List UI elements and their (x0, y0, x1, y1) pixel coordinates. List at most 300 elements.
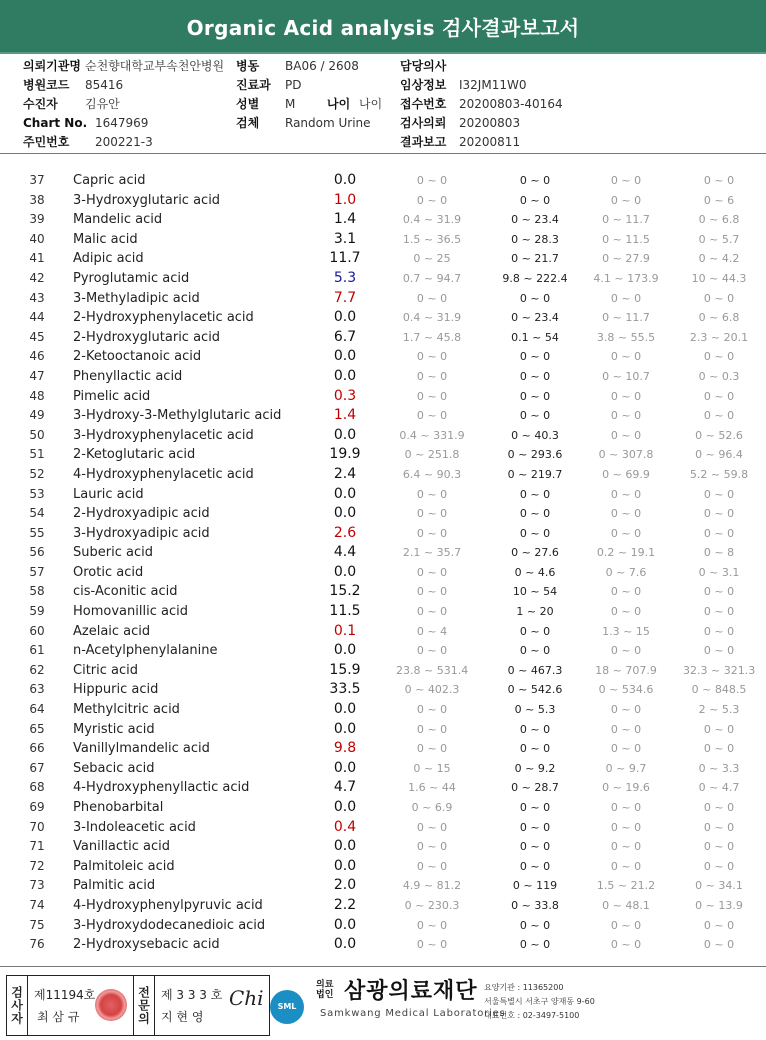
row-number: 68 (29, 780, 45, 795)
row-reference-range-4: 0 ~ 0 (703, 605, 735, 619)
row-reference-range-2: 0 ~ 0 (519, 174, 551, 187)
row-number: 51 (29, 447, 45, 462)
row-reference-range-3: 0 ~ 0 (610, 742, 642, 756)
row-reference-range-2: 0 ~ 467.3 (507, 663, 563, 677)
row-reference-range-3: 0 ~ 0 (610, 409, 642, 423)
row-reference-range-2: 0 ~ 28.7 (511, 781, 559, 795)
row-result: 0.0 (333, 720, 357, 737)
row-reference-range-4: 0 ~ 0 (703, 409, 735, 423)
row-reference-range-4: 0 ~ 0 (703, 350, 735, 364)
row-result: 0.0 (333, 172, 357, 188)
row-reference-range-1: 1.5 ~ 36.5 (402, 232, 462, 246)
row-analyte-name: 3-Hydroxyphenylacetic acid (73, 427, 254, 443)
row-reference-range-3: 0 ~ 0 (610, 840, 642, 854)
row-result: 0.0 (333, 563, 357, 580)
row-reference-range-4: 0 ~ 0 (703, 174, 735, 187)
info-divider (0, 153, 766, 154)
row-reference-range-1: 1.7 ~ 45.8 (402, 330, 462, 344)
table-row (0, 582, 766, 602)
row-analyte-name: cis-Aconitic acid (73, 584, 178, 600)
row-analyte-name: 3-Hydroxyadipic acid (73, 525, 210, 541)
row-reference-range-2: 0 ~ 0 (519, 938, 551, 952)
row-reference-range-2: 0 ~ 0 (519, 840, 551, 854)
row-reference-range-1: 0 ~ 0 (416, 565, 448, 579)
table-row (0, 308, 766, 328)
row-result: 0.0 (333, 759, 357, 776)
row-analyte-name: Pimelic acid (73, 388, 151, 404)
row-result: 0.0 (333, 857, 357, 874)
row-reference-range-1: 0 ~ 0 (416, 389, 448, 403)
contact-code: 요양기관 : 11365200 (484, 983, 564, 992)
request-value: 20200803 (459, 116, 521, 130)
contact-phone: 대표번호 : 02-3497-5100 (484, 1011, 580, 1020)
row-analyte-name: 3-Indoleacetic acid (73, 819, 196, 835)
sex-label: 성별 (236, 97, 260, 111)
row-reference-range-1: 23.8 ~ 531.4 (396, 663, 469, 677)
hospital-code-label: 병원코드 (23, 78, 70, 92)
row-analyte-name: 2-Hydroxysebacic acid (73, 937, 220, 953)
row-analyte-name: 2-Ketooctanoic acid (73, 349, 202, 365)
table-row (0, 387, 766, 407)
chart-label: Chart No. (23, 116, 88, 130)
row-result: 1.4 (333, 211, 357, 228)
table-row (0, 916, 766, 936)
row-reference-range-2: 0 ~ 5.3 (514, 703, 556, 717)
table-row (0, 289, 766, 309)
row-analyte-name: 4-Hydroxyphenylpyruvic acid (73, 897, 263, 913)
row-reference-range-2: 0 ~ 40.3 (511, 428, 559, 442)
dept-value: PD (285, 78, 302, 92)
row-reference-range-4: 2.3 ~ 20.1 (689, 330, 749, 344)
row-reference-range-2: 0 ~ 4.6 (514, 565, 556, 579)
info-row-1 (23, 57, 743, 76)
row-reference-range-1: 0 ~ 25 (413, 252, 451, 266)
row-reference-range-4: 0 ~ 0 (703, 291, 735, 305)
row-number: 50 (29, 427, 45, 442)
row-analyte-name: 3-Hydroxyglutaric acid (73, 192, 221, 208)
row-reference-range-3: 0 ~ 0 (610, 859, 642, 873)
row-number: 61 (29, 643, 45, 658)
table-row (0, 622, 766, 642)
row-result: 0.4 (333, 818, 357, 835)
row-result: 4.4 (333, 544, 357, 561)
row-result: 0.0 (333, 642, 357, 659)
row-reference-range-1: 2.1 ~ 35.7 (402, 546, 462, 560)
row-result: 15.9 (329, 661, 361, 678)
request-label: 검사의뢰 (400, 116, 447, 130)
row-reference-range-1: 0 ~ 251.8 (404, 448, 460, 462)
title-divider (0, 52, 766, 54)
info-row-2 (23, 76, 743, 95)
row-result: 0.0 (333, 367, 357, 384)
row-number: 59 (29, 604, 45, 619)
row-result: 0.0 (333, 485, 357, 502)
row-result: 5.3 (333, 269, 357, 286)
row-analyte-name: 2-Hydroxyglutaric acid (73, 329, 221, 345)
row-number: 39 (29, 212, 45, 227)
table-row (0, 328, 766, 348)
row-analyte-name: Palmitoleic acid (73, 858, 175, 874)
institution-value: 순천향대학교부속천안병원 (85, 59, 225, 73)
row-result: 11.5 (329, 603, 361, 620)
row-reference-range-1: 0.4 ~ 31.9 (402, 213, 462, 227)
report-title: Organic Acid analysis 검사결과보고서 (0, 0, 766, 52)
row-result: 19.9 (329, 446, 361, 463)
row-reference-range-3: 0 ~ 0 (610, 507, 642, 521)
row-reference-range-4: 0 ~ 3.1 (698, 565, 740, 579)
row-number: 38 (29, 192, 45, 207)
row-number: 70 (29, 819, 45, 834)
row-reference-range-4: 0 ~ 4.7 (698, 781, 740, 795)
row-reference-range-2: 0 ~ 293.6 (507, 448, 563, 462)
row-result: 3.1 (333, 230, 357, 247)
row-reference-range-4: 0 ~ 0 (703, 938, 735, 952)
row-reference-range-1: 0 ~ 0 (416, 487, 448, 501)
row-reference-range-3: 0 ~ 0 (610, 918, 642, 932)
row-reference-range-3: 3.8 ~ 55.5 (596, 330, 656, 344)
row-reference-range-2: 0 ~ 0 (519, 801, 551, 814)
row-analyte-name: Lauric acid (73, 486, 144, 502)
row-reference-range-4: 0 ~ 0 (703, 526, 735, 540)
row-number: 73 (29, 878, 45, 893)
row-reference-range-4: 0 ~ 0 (703, 742, 735, 756)
row-reference-range-4: 2 ~ 5.3 (698, 703, 740, 717)
report-date-value: 20200811 (459, 135, 521, 149)
row-number: 67 (29, 760, 45, 775)
row-reference-range-4: 0 ~ 96.4 (695, 448, 743, 462)
row-result: 0.0 (333, 426, 357, 443)
table-row (0, 778, 766, 798)
row-analyte-name: Sebacic acid (73, 760, 155, 776)
row-result: 0.3 (333, 387, 357, 404)
table-row (0, 602, 766, 622)
row-number: 56 (29, 545, 45, 560)
org-english-name: Samkwang Medical Laboratories (320, 1008, 506, 1019)
row-reference-range-3: 0 ~ 0 (610, 174, 642, 187)
table-row (0, 524, 766, 544)
row-reference-range-1: 0 ~ 0 (416, 703, 448, 717)
row-number: 52 (29, 466, 45, 481)
report-date-label: 결과보고 (400, 135, 447, 149)
row-reference-range-2: 0 ~ 0 (519, 369, 551, 383)
row-reference-range-3: 4.1 ~ 173.9 (593, 271, 659, 285)
row-reference-range-3: 0.2 ~ 19.1 (596, 546, 656, 560)
row-reference-range-3: 0 ~ 11.7 (602, 311, 650, 325)
row-result: 0.0 (333, 348, 357, 365)
row-reference-range-3: 0 ~ 48.1 (602, 898, 650, 912)
row-reference-range-3: 1.3 ~ 15 (602, 624, 650, 638)
row-reference-range-2: 0 ~ 0 (519, 859, 551, 873)
row-reference-range-4: 0 ~ 0 (703, 389, 735, 403)
row-reference-range-3: 0 ~ 307.8 (598, 448, 654, 462)
row-analyte-name: Palmitic acid (73, 878, 156, 894)
specimen-label: 검체 (236, 116, 260, 130)
clinical-value: I32JM11W0 (459, 78, 527, 92)
table-row (0, 935, 766, 955)
row-number: 57 (29, 564, 45, 579)
row-analyte-name: Hippuric acid (73, 682, 159, 698)
row-number: 66 (29, 741, 45, 756)
row-reference-range-3: 0 ~ 0 (610, 585, 642, 599)
row-reference-range-4: 0 ~ 0 (703, 585, 735, 599)
row-reference-range-3: 0 ~ 9.7 (605, 761, 647, 775)
table-row (0, 818, 766, 838)
row-reference-range-4: 0 ~ 0 (703, 624, 735, 638)
row-result: 0.0 (333, 936, 357, 953)
patient-info (23, 57, 743, 152)
row-reference-range-2: 0 ~ 219.7 (507, 467, 563, 481)
row-reference-range-4: 0 ~ 52.6 (695, 428, 743, 442)
row-analyte-name: Orotic acid (73, 564, 144, 580)
table-row (0, 720, 766, 740)
row-reference-range-1: 0 ~ 0 (416, 840, 448, 854)
row-reference-range-3: 0 ~ 534.6 (598, 683, 654, 697)
row-analyte-name: 2-Hydroxyphenylacetic acid (73, 310, 254, 326)
row-analyte-name: Adipic acid (73, 251, 144, 267)
row-reference-range-2: 0 ~ 21.7 (511, 252, 559, 266)
row-reference-range-2: 0 ~ 0 (519, 722, 551, 736)
row-number: 62 (29, 662, 45, 677)
ward-label: 병동 (236, 59, 260, 73)
row-reference-range-3: 0 ~ 0 (610, 820, 642, 834)
row-reference-range-3: 0 ~ 11.5 (602, 232, 650, 246)
row-reference-range-4: 0 ~ 0.3 (698, 369, 740, 383)
table-row (0, 465, 766, 485)
row-number: 47 (29, 368, 45, 383)
doctor-label: 담당의사 (400, 59, 447, 73)
row-analyte-name: Citric acid (73, 662, 138, 678)
row-reference-range-1: 0 ~ 0 (416, 859, 448, 873)
row-result: 0.0 (333, 309, 357, 326)
receipt-value: 20200803-40164 (459, 97, 563, 111)
row-reference-range-1: 0 ~ 230.3 (404, 898, 460, 912)
row-reference-range-1: 0.4 ~ 31.9 (402, 311, 462, 325)
row-analyte-name: Methylcitric acid (73, 702, 180, 718)
specialist-label: 전문의 (133, 976, 155, 1035)
specialist-license: 제 3 3 3 호 (161, 988, 223, 1002)
row-reference-range-2: 0 ~ 0 (519, 350, 551, 364)
row-analyte-name: Homovanillic acid (73, 604, 188, 620)
row-number: 46 (29, 349, 45, 364)
row-reference-range-2: 9.8 ~ 222.4 (502, 271, 568, 285)
row-reference-range-1: 0 ~ 0 (416, 644, 448, 658)
row-reference-range-3: 0 ~ 0 (610, 722, 642, 736)
age-label: 나이 (327, 97, 351, 111)
row-reference-range-4: 5.2 ~ 59.8 (689, 467, 749, 481)
row-reference-range-3: 0 ~ 11.7 (602, 213, 650, 227)
row-reference-range-3: 0 ~ 0 (610, 487, 642, 501)
row-result: 2.2 (333, 896, 357, 913)
row-number: 76 (29, 937, 45, 952)
table-row (0, 367, 766, 387)
row-reference-range-4: 0 ~ 34.1 (695, 879, 743, 893)
row-reference-range-4: 0 ~ 0 (703, 507, 735, 521)
row-number: 69 (29, 800, 45, 814)
sex-value: M (285, 97, 296, 111)
specimen-value: Random Urine (285, 116, 371, 130)
row-number: 74 (29, 897, 45, 912)
row-reference-range-2: 0 ~ 33.8 (511, 898, 559, 912)
row-reference-range-1: 0 ~ 0 (416, 409, 448, 423)
table-row (0, 857, 766, 877)
row-reference-range-4: 0 ~ 0 (703, 722, 735, 736)
row-number: 54 (29, 506, 45, 521)
row-analyte-name: Myristic acid (73, 721, 155, 737)
table-row (0, 798, 766, 818)
row-reference-range-2: 0 ~ 0 (519, 624, 551, 638)
table-row (0, 445, 766, 465)
row-reference-range-1: 0 ~ 0 (416, 369, 448, 383)
examiner-name: 최 삼 규 (37, 1010, 80, 1024)
row-number: 64 (29, 702, 45, 717)
sml-logo-icon: SML (270, 990, 304, 1024)
id-value: 200221-3 (95, 135, 153, 149)
row-reference-range-1: 1.6 ~ 44 (408, 781, 456, 795)
row-reference-range-3: 0 ~ 27.9 (602, 252, 650, 266)
row-number: 48 (29, 388, 45, 403)
collector-label: 수진자 (23, 97, 58, 111)
info-row-5 (23, 133, 743, 152)
row-reference-range-1: 0 ~ 0 (416, 585, 448, 599)
row-reference-range-4: 0 ~ 848.5 (691, 683, 747, 697)
row-reference-range-1: 0 ~ 6.9 (411, 801, 453, 814)
row-analyte-name: 4-Hydroxyphenylacetic acid (73, 466, 254, 482)
row-reference-range-4: 0 ~ 0 (703, 918, 735, 932)
row-number: 71 (29, 839, 45, 854)
row-analyte-name: 2-Ketoglutaric acid (73, 447, 196, 463)
row-reference-range-2: 0 ~ 0 (519, 193, 551, 207)
row-result: 0.0 (333, 838, 357, 855)
org-type: 의료법인 (316, 980, 334, 1000)
row-reference-range-1: 0 ~ 4 (416, 624, 448, 638)
row-result: 33.5 (329, 681, 361, 698)
row-analyte-name: Pyroglutamic acid (73, 270, 190, 286)
table-row (0, 249, 766, 269)
table-row (0, 759, 766, 779)
row-number: 41 (29, 251, 45, 266)
row-analyte-name: Vanillylmandelic acid (73, 741, 210, 757)
chart-value: 1647969 (95, 116, 149, 130)
row-reference-range-4: 0 ~ 6 (703, 193, 735, 207)
row-reference-range-3: 0 ~ 19.6 (602, 781, 650, 795)
table-row (0, 876, 766, 896)
age-value: 나이 (359, 97, 383, 111)
row-number: 44 (29, 310, 45, 325)
table-row (0, 896, 766, 916)
row-analyte-name: Vanillactic acid (73, 839, 171, 855)
collector-value: 김유안 (85, 97, 120, 111)
row-reference-range-2: 1 ~ 20 (516, 605, 554, 619)
row-analyte-name: 2-Hydroxyadipic acid (73, 506, 210, 522)
table-row (0, 739, 766, 759)
row-reference-range-3: 18 ~ 707.9 (595, 663, 657, 677)
row-reference-range-4: 32.3 ~ 321.3 (683, 663, 756, 677)
table-row (0, 210, 766, 230)
row-reference-range-1: 0 ~ 0 (416, 350, 448, 364)
signature-mark: Chi (229, 986, 264, 1010)
row-reference-range-3: 1.5 ~ 21.2 (596, 879, 656, 893)
row-result: 15.2 (329, 583, 361, 600)
row-number: 37 (29, 173, 45, 187)
row-number: 65 (29, 721, 45, 736)
row-reference-range-3: 0 ~ 0 (610, 350, 642, 364)
row-reference-range-2: 0 ~ 0 (519, 487, 551, 501)
examiner-license: 제11194호 (34, 988, 96, 1002)
row-reference-range-4: 0 ~ 5.7 (698, 232, 740, 246)
row-reference-range-4: 0 ~ 6.8 (698, 213, 740, 227)
row-reference-range-4: 0 ~ 0 (703, 820, 735, 834)
table-row (0, 230, 766, 250)
info-row-3 (23, 95, 743, 114)
row-reference-range-3: 0 ~ 0 (610, 428, 642, 442)
row-reference-range-1: 0 ~ 402.3 (404, 683, 460, 697)
row-number: 45 (29, 329, 45, 344)
row-analyte-name: 3-Hydroxydodecanedioic acid (73, 917, 266, 933)
table-row (0, 543, 766, 563)
examiner-label: 검사자 (7, 976, 28, 1035)
row-reference-range-3: 0 ~ 10.7 (602, 369, 650, 383)
table-row (0, 504, 766, 524)
row-reference-range-2: 0 ~ 9.2 (514, 761, 556, 775)
row-reference-range-2: 0 ~ 0 (519, 389, 551, 403)
row-reference-range-2: 0 ~ 0 (519, 644, 551, 658)
hospital-code-value: 85416 (85, 78, 124, 92)
id-label: 주민번호 (23, 135, 70, 149)
table-row (0, 347, 766, 367)
row-reference-range-4: 0 ~ 8 (703, 546, 735, 560)
row-reference-range-1: 0 ~ 0 (416, 174, 448, 187)
table-row (0, 661, 766, 681)
row-analyte-name: 3-Hydroxy-3-Methylglutaric acid (73, 408, 282, 424)
row-reference-range-4: 0 ~ 13.9 (695, 898, 743, 912)
row-reference-range-2: 0 ~ 0 (519, 507, 551, 521)
row-reference-range-2: 0 ~ 0 (519, 409, 551, 423)
footer-divider (0, 966, 766, 967)
signature-box (6, 975, 270, 1036)
row-reference-range-2: 0 ~ 119 (512, 879, 558, 893)
row-reference-range-2: 0 ~ 23.4 (511, 213, 559, 227)
row-reference-range-2: 0 ~ 542.6 (507, 683, 563, 697)
row-number: 72 (29, 858, 45, 873)
row-result: 0.0 (333, 799, 357, 815)
row-reference-range-1: 0 ~ 0 (416, 820, 448, 834)
row-reference-range-1: 0 ~ 0 (416, 507, 448, 521)
row-reference-range-1: 0 ~ 0 (416, 193, 448, 207)
row-analyte-name: 4-Hydroxyphenyllactic acid (73, 780, 250, 796)
row-reference-range-3: 0 ~ 0 (610, 605, 642, 619)
table-row (0, 641, 766, 661)
row-result: 1.4 (333, 407, 357, 424)
row-reference-range-1: 0 ~ 0 (416, 938, 448, 952)
row-reference-range-3: 0 ~ 0 (610, 703, 642, 717)
row-reference-range-4: 0 ~ 0 (703, 644, 735, 658)
row-result: 6.7 (333, 328, 357, 345)
table-row (0, 191, 766, 211)
receipt-label: 접수번호 (400, 97, 447, 111)
row-reference-range-3: 0 ~ 0 (610, 526, 642, 540)
report-footer (0, 970, 766, 1040)
row-number: 42 (29, 270, 45, 285)
row-result: 2.6 (333, 524, 357, 541)
row-reference-range-3: 0 ~ 0 (610, 193, 642, 207)
row-result: 9.8 (333, 740, 357, 757)
row-number: 40 (29, 231, 45, 246)
row-reference-range-3: 0 ~ 0 (610, 644, 642, 658)
row-reference-range-1: 0 ~ 0 (416, 918, 448, 932)
row-number: 55 (29, 525, 45, 540)
row-analyte-name: Azelaic acid (73, 623, 151, 639)
row-analyte-name: Phenyllactic acid (73, 368, 183, 384)
